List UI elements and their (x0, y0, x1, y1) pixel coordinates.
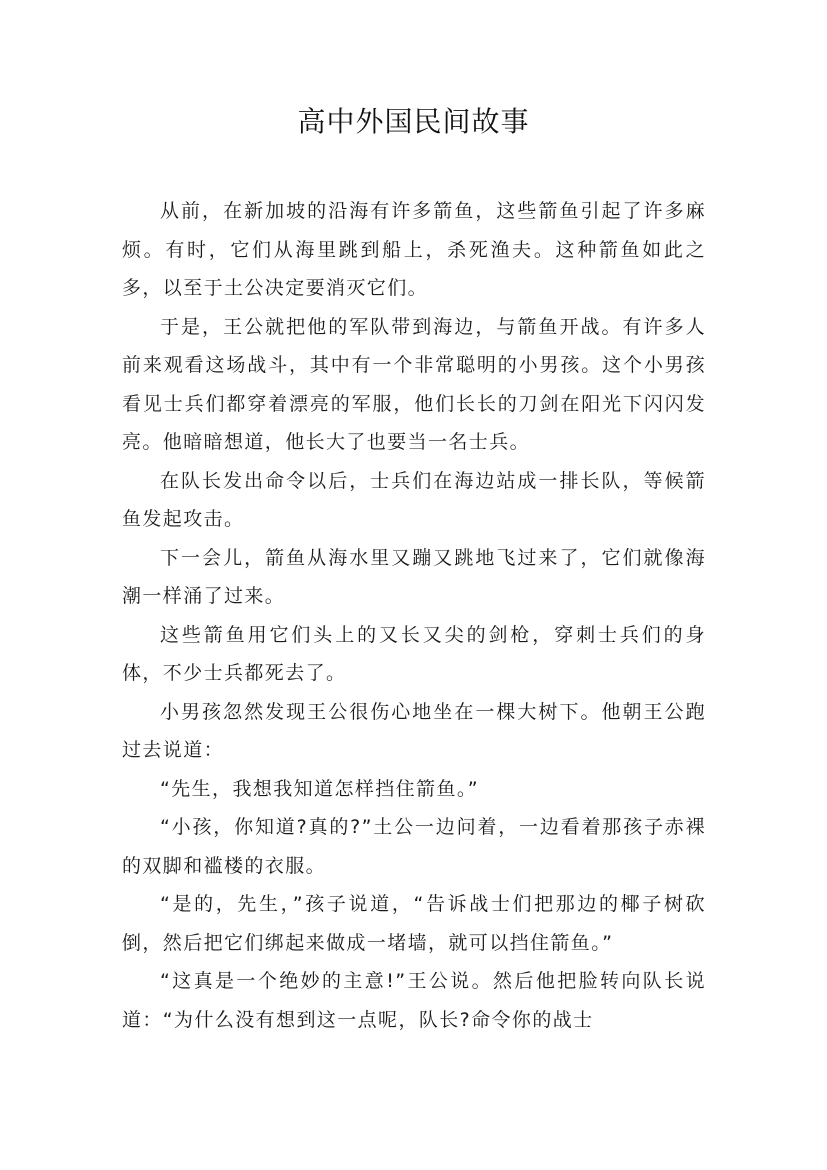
paragraph: “这真是一个绝妙的主意!”王公说。然后他把脸转向队长说道：“为什么没有想到这一点呢，队长?命令你的战士 (122, 970, 706, 1031)
paragraph: “小孩，你知道?真的?”土公一边问着，一边看着那孩子赤裸的双脚和褴楼的衣服。 (122, 816, 706, 877)
document-body (122, 192, 706, 1039)
paragraph: 从前，在新加坡的沿海有许多箭鱼，这些箭鱼引起了许多麻烦。有时，它们从海里跳到船上，杀死渔夫。这种箭鱼如此之多，以至于土公决定要消灭它们。 (122, 200, 706, 299)
paragraph: 小男孩忽然发现王公很伤心地坐在一棵大树下。他朝王公跑过去说道： (122, 700, 706, 761)
paragraph: “先生，我想我知道怎样挡住箭鱼。” (160, 777, 479, 800)
paragraph: “是的，先生，”孩子说道，“告诉战士们把那边的椰子树砍倒，然后把它们绑起来做成一堵墙，就可以挡住箭鱼。” (122, 893, 706, 954)
paragraph: 在队长发出命令以后，士兵们在海边站成一排长队，等候箭鱼发起攻击。 (122, 469, 706, 530)
paragraph: 于是，王公就把他的军队带到海边，与箭鱼开战。有许多人前来观看这场战斗，其中有一个非常聪明的小男孩。这个小男孩看见士兵们都穿着漂亮的军服，他们长长的刀剑在阳光下闪闪发亮。他暗暗想道，他长大了也要当一名士兵。 (122, 315, 706, 453)
document-title: 高中外国民间故事 (297, 105, 530, 138)
paragraph: 下一会儿，箭鱼从海水里又蹦又跳地飞过来了，它们就像海潮一样涌了过来。 (122, 546, 706, 607)
paragraph: 这些箭鱼用它们头上的又长又尖的剑枪，穿刺士兵们的身体，不少士兵都死去了。 (122, 623, 706, 684)
